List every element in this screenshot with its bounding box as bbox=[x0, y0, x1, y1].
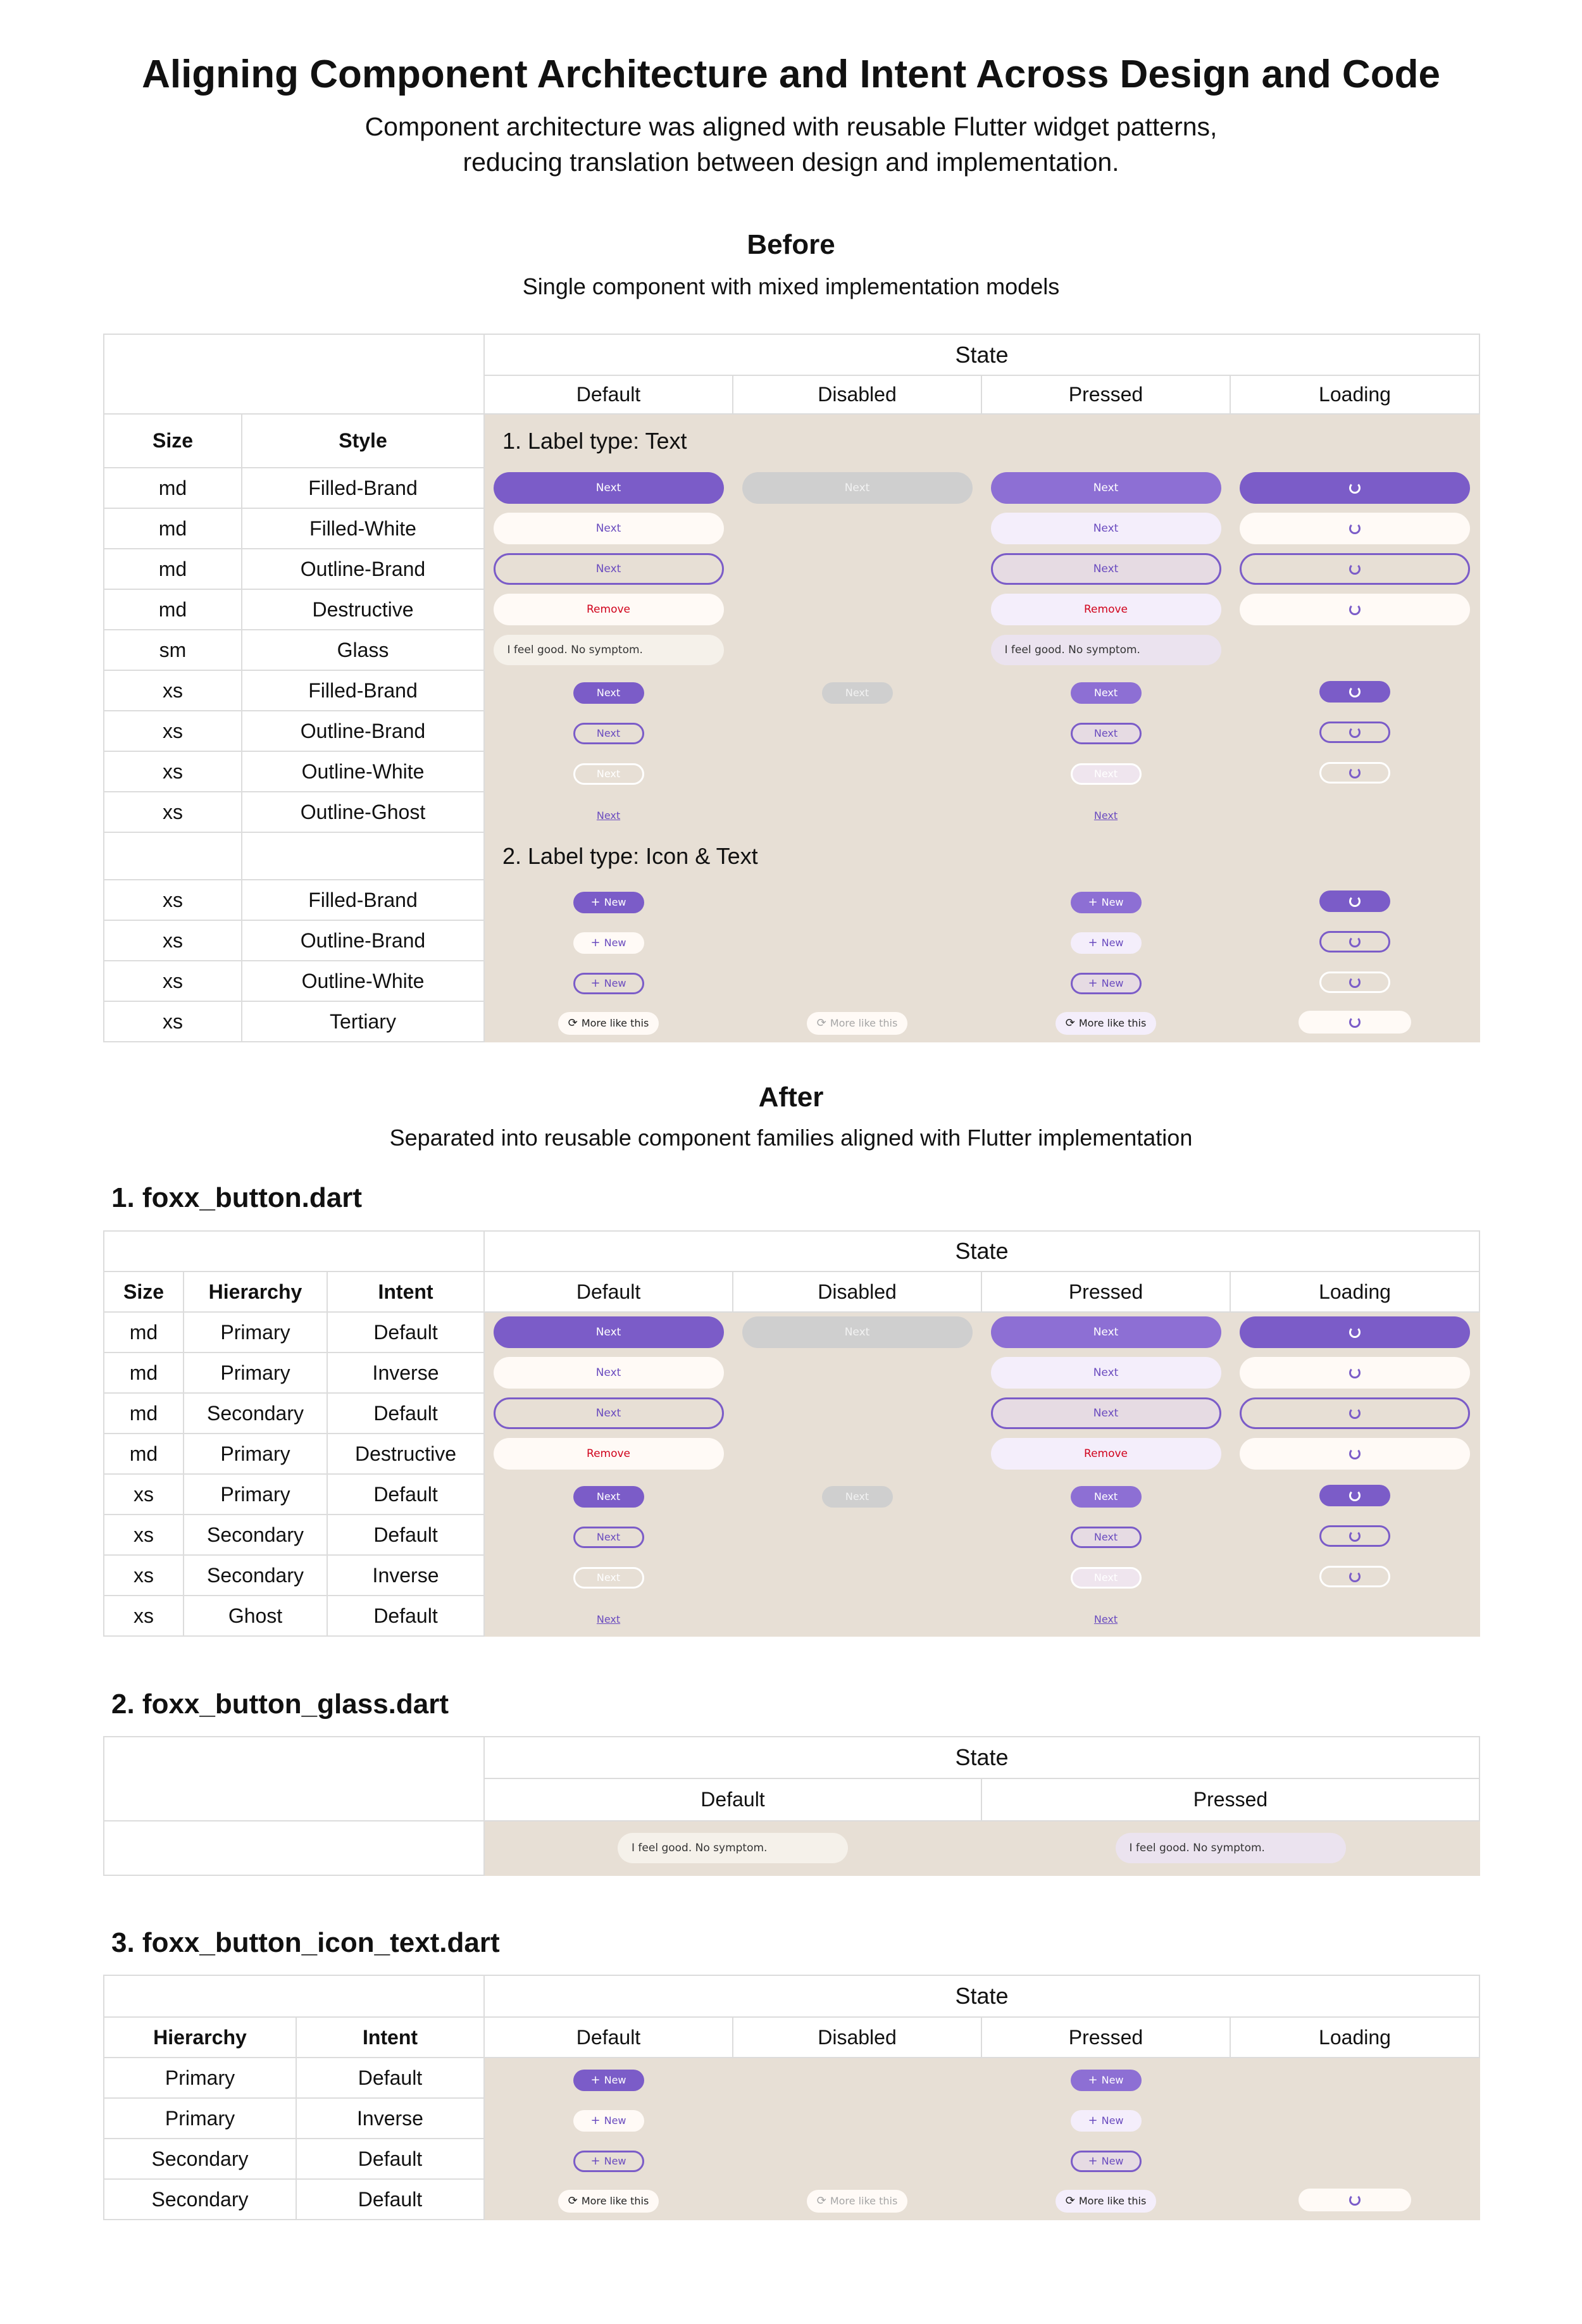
next-button[interactable]: Next bbox=[573, 682, 644, 704]
foxx-button-icon-text-title: 3. foxx_button_icon_text.dart bbox=[111, 1927, 500, 1958]
new-button[interactable] bbox=[573, 973, 644, 994]
plus-icon: + bbox=[590, 2113, 601, 2127]
new-button[interactable] bbox=[573, 2110, 644, 2132]
new-label: New bbox=[604, 2154, 626, 2167]
next-button[interactable]: Next bbox=[573, 723, 644, 744]
spinner-icon bbox=[1349, 896, 1361, 907]
row-hierarchy: Secondary bbox=[184, 1555, 327, 1596]
new-button-pressed[interactable] bbox=[1071, 932, 1142, 954]
loading-button[interactable] bbox=[1319, 890, 1390, 912]
state-default: Default bbox=[484, 375, 733, 414]
row-intent: Default bbox=[327, 1474, 484, 1515]
refresh-icon: ⟳ bbox=[1065, 2194, 1075, 2208]
next-button-pressed[interactable]: Next bbox=[1071, 1486, 1142, 1508]
row-intent: Inverse bbox=[327, 1555, 484, 1596]
subtitle-line-1: Component architecture was aligned with reusable Flutter widget patterns, bbox=[364, 112, 1218, 141]
loading-button[interactable] bbox=[1299, 1011, 1411, 1034]
next-button-pressed[interactable]: Next bbox=[991, 1357, 1221, 1389]
next-button[interactable]: Next bbox=[573, 1567, 644, 1589]
loading-button[interactable] bbox=[1240, 594, 1470, 625]
row-size: xs bbox=[104, 1555, 184, 1596]
row-intent: Inverse bbox=[296, 2098, 484, 2139]
empty-cell bbox=[104, 832, 242, 880]
row-size: md bbox=[104, 589, 242, 630]
state-header: State bbox=[484, 1737, 1479, 1778]
new-button[interactable] bbox=[573, 2151, 644, 2172]
loading-button[interactable] bbox=[1299, 2189, 1411, 2211]
next-button[interactable]: Next bbox=[494, 1316, 724, 1348]
loading-button[interactable] bbox=[1240, 513, 1470, 544]
spinner-icon bbox=[1349, 1408, 1361, 1419]
row-size: md bbox=[104, 1393, 184, 1434]
spinner-icon bbox=[1349, 482, 1361, 494]
spinner-icon bbox=[1349, 523, 1361, 534]
next-button-pressed[interactable]: Next bbox=[991, 472, 1221, 504]
next-button-pressed[interactable]: Next bbox=[1071, 1567, 1142, 1589]
row-size: md bbox=[104, 468, 242, 508]
row-size: xs bbox=[104, 880, 242, 920]
plus-icon: + bbox=[1088, 935, 1098, 949]
remove-button[interactable]: Remove bbox=[494, 594, 724, 625]
loading-button[interactable] bbox=[1319, 722, 1390, 743]
spinner-icon bbox=[1349, 2194, 1361, 2206]
state-loading: Loading bbox=[1230, 1271, 1479, 1312]
next-button-pressed[interactable]: Next bbox=[991, 1397, 1221, 1429]
row-style: Glass bbox=[242, 630, 484, 670]
new-button-pressed[interactable] bbox=[1071, 2070, 1142, 2091]
foxx-button-glass-title: 2. foxx_button_glass.dart bbox=[111, 1689, 449, 1720]
foxx-button-table bbox=[103, 1230, 1480, 1637]
row-style: Filled-Brand bbox=[242, 468, 484, 508]
row-intent: Default bbox=[327, 1312, 484, 1353]
next-button[interactable]: Next bbox=[494, 553, 724, 585]
row-hierarchy: Ghost bbox=[184, 1596, 327, 1636]
page-subtitle bbox=[0, 109, 1582, 180]
more-like-this-button[interactable] bbox=[558, 2190, 659, 2213]
remove-button[interactable]: Remove bbox=[494, 1438, 724, 1470]
subtitle-line-2: reducing translation between design and implementation. bbox=[463, 147, 1119, 177]
row-style: Filled-Brand bbox=[242, 880, 484, 920]
row-intent: Default bbox=[327, 1393, 484, 1434]
next-button-pressed[interactable]: Next bbox=[1071, 763, 1142, 785]
state-default: Default bbox=[484, 1778, 981, 1821]
loading-button[interactable] bbox=[1240, 1397, 1470, 1429]
more-label: More like this bbox=[830, 1017, 898, 1029]
loading-button[interactable] bbox=[1319, 971, 1390, 993]
row-hierarchy: Secondary bbox=[184, 1393, 327, 1434]
plus-icon: + bbox=[1088, 976, 1098, 990]
spinner-icon bbox=[1349, 767, 1361, 778]
next-button-disabled[interactable]: Next bbox=[742, 472, 973, 504]
foxx-button-glass-table bbox=[103, 1736, 1480, 1876]
row-intent: Default bbox=[296, 2179, 484, 2220]
col-hierarchy: Hierarchy bbox=[104, 2017, 296, 2058]
row-size: xs bbox=[104, 1474, 184, 1515]
corner-cell bbox=[104, 1737, 484, 1821]
row-size: xs bbox=[104, 792, 242, 832]
plus-icon: + bbox=[1088, 2113, 1098, 2127]
next-link-pressed[interactable]: Next bbox=[1093, 1613, 1118, 1625]
row-size: xs bbox=[104, 1596, 184, 1636]
row-size: md bbox=[104, 508, 242, 549]
spinner-icon bbox=[1349, 1367, 1361, 1378]
new-button[interactable] bbox=[573, 892, 644, 913]
row-size: sm bbox=[104, 630, 242, 670]
state-pressed: Pressed bbox=[981, 2017, 1230, 2058]
next-button-pressed[interactable]: Next bbox=[991, 1316, 1221, 1348]
next-button-pressed[interactable]: Next bbox=[1071, 723, 1142, 744]
next-link[interactable]: Next bbox=[596, 809, 621, 822]
row-size: md bbox=[104, 1434, 184, 1474]
spinner-icon bbox=[1349, 1490, 1361, 1501]
spinner-icon bbox=[1349, 1571, 1361, 1582]
row-style: Outline-White bbox=[242, 961, 484, 1001]
next-button[interactable]: Next bbox=[494, 1357, 724, 1389]
remove-button-pressed[interactable]: Remove bbox=[991, 594, 1221, 625]
next-button-disabled[interactable]: Next bbox=[742, 1316, 973, 1348]
row-size: md bbox=[104, 1353, 184, 1393]
spinner-icon bbox=[1349, 1530, 1361, 1542]
row-hierarchy: Primary bbox=[104, 2098, 296, 2139]
row-intent: Default bbox=[327, 1596, 484, 1636]
after-subheading: Separated into reusable component families aligned with Flutter implementation bbox=[389, 1125, 1193, 1151]
row-style: Outline-Ghost bbox=[242, 792, 484, 832]
state-disabled: Disabled bbox=[733, 1271, 981, 1312]
spinner-icon bbox=[1349, 1448, 1361, 1459]
row-intent: Default bbox=[296, 2139, 484, 2179]
loading-button[interactable] bbox=[1319, 762, 1390, 784]
loading-button[interactable] bbox=[1240, 1357, 1470, 1389]
spinner-icon bbox=[1349, 563, 1361, 575]
next-link-pressed[interactable]: Next bbox=[1093, 809, 1118, 822]
more-label: More like this bbox=[1078, 1017, 1147, 1029]
row-size: xs bbox=[104, 711, 242, 751]
refresh-icon: ⟳ bbox=[816, 1016, 826, 1030]
next-button[interactable]: Next bbox=[494, 472, 724, 504]
spinner-icon bbox=[1349, 604, 1361, 615]
state-header: State bbox=[484, 1231, 1479, 1271]
row-size: md bbox=[104, 1312, 184, 1353]
next-button[interactable]: Next bbox=[573, 763, 644, 785]
next-button-disabled[interactable]: Next bbox=[822, 682, 893, 704]
row-size: xs bbox=[104, 920, 242, 961]
more-like-this-button-disabled[interactable] bbox=[807, 1012, 908, 1035]
new-label: New bbox=[1101, 896, 1124, 908]
new-button-pressed[interactable] bbox=[1071, 2110, 1142, 2132]
row-intent: Default bbox=[296, 2058, 484, 2098]
glass-button-pressed[interactable]: I feel good. No symptom. bbox=[1116, 1833, 1346, 1863]
spinner-icon bbox=[1349, 686, 1361, 697]
new-button-pressed[interactable] bbox=[1071, 2151, 1142, 2172]
state-pressed: Pressed bbox=[981, 1271, 1230, 1312]
loading-button[interactable] bbox=[1319, 1485, 1390, 1506]
state-loading: Loading bbox=[1230, 2017, 1479, 2058]
corner-cell bbox=[104, 1975, 484, 2017]
col-intent: Intent bbox=[327, 1271, 484, 1312]
more-label: More like this bbox=[581, 2195, 649, 2207]
state-header: State bbox=[484, 1975, 1479, 2017]
more-like-this-button-disabled[interactable] bbox=[807, 2190, 908, 2213]
row-intent: Default bbox=[327, 1515, 484, 1555]
new-label: New bbox=[1101, 977, 1124, 989]
before-subheading: Single component with mixed implementation models bbox=[522, 273, 1060, 299]
glass-button[interactable]: I feel good. No symptom. bbox=[494, 635, 724, 665]
refresh-icon: ⟳ bbox=[816, 2194, 826, 2208]
row-hierarchy: Secondary bbox=[104, 2139, 296, 2179]
col-hierarchy: Hierarchy bbox=[184, 1271, 327, 1312]
row-style: Outline-Brand bbox=[242, 711, 484, 751]
row-size: xs bbox=[104, 670, 242, 711]
new-label: New bbox=[604, 977, 626, 989]
foxx-button-title: 1. foxx_button.dart bbox=[111, 1182, 363, 1213]
new-label: New bbox=[1101, 2073, 1124, 2086]
more-label: More like this bbox=[1078, 2195, 1147, 2207]
next-button[interactable]: Next bbox=[494, 513, 724, 544]
more-like-this-button-pressed[interactable] bbox=[1056, 1012, 1157, 1035]
loading-button[interactable] bbox=[1319, 1566, 1390, 1587]
new-label: New bbox=[1101, 2154, 1124, 2167]
new-label: New bbox=[604, 2073, 626, 2086]
new-label: New bbox=[604, 896, 626, 908]
row-style: Outline-Brand bbox=[242, 549, 484, 589]
spinner-icon bbox=[1349, 727, 1361, 738]
row-intent: Destructive bbox=[327, 1434, 484, 1474]
refresh-icon: ⟳ bbox=[1065, 1016, 1075, 1030]
loading-button[interactable] bbox=[1240, 1316, 1470, 1348]
group-label-icon-text: 2. Label type: Icon & Text bbox=[484, 832, 1479, 880]
spinner-icon bbox=[1349, 936, 1361, 947]
new-label: New bbox=[604, 2114, 626, 2127]
next-button-pressed[interactable]: Next bbox=[1071, 1527, 1142, 1548]
state-disabled: Disabled bbox=[733, 2017, 981, 2058]
new-label: New bbox=[1101, 936, 1124, 949]
row-style: Filled-Brand bbox=[242, 670, 484, 711]
row-size: xs bbox=[104, 1001, 242, 1042]
spinner-icon bbox=[1349, 977, 1361, 988]
col-intent: Intent bbox=[296, 2017, 484, 2058]
state-loading: Loading bbox=[1230, 375, 1479, 414]
next-button[interactable]: Next bbox=[494, 1397, 724, 1429]
more-label: More like this bbox=[581, 1017, 649, 1029]
state-default: Default bbox=[484, 2017, 733, 2058]
corner-cell bbox=[104, 334, 484, 414]
col-size: Size bbox=[104, 414, 242, 468]
col-size: Size bbox=[104, 1271, 184, 1312]
refresh-icon: ⟳ bbox=[568, 1016, 578, 1030]
refresh-icon: ⟳ bbox=[568, 2194, 578, 2208]
plus-icon: + bbox=[1088, 895, 1098, 909]
more-like-this-button-pressed[interactable] bbox=[1056, 2190, 1157, 2213]
plus-icon: + bbox=[1088, 2073, 1098, 2087]
row-style: Outline-Brand bbox=[242, 920, 484, 961]
plus-icon: + bbox=[1088, 2154, 1098, 2168]
loading-button[interactable] bbox=[1319, 1525, 1390, 1547]
next-button-pressed[interactable]: Next bbox=[991, 513, 1221, 544]
next-link[interactable]: Next bbox=[596, 1613, 621, 1625]
group-label-text: 1. Label type: Text bbox=[484, 414, 1479, 468]
new-label: New bbox=[1101, 2114, 1124, 2127]
before-table bbox=[103, 334, 1480, 1042]
col-style: Style bbox=[242, 414, 484, 468]
empty-cell bbox=[242, 832, 484, 880]
new-button-pressed[interactable] bbox=[1071, 892, 1142, 913]
row-style: Destructive bbox=[242, 589, 484, 630]
new-button[interactable] bbox=[573, 932, 644, 954]
plus-icon: + bbox=[590, 895, 601, 909]
row-size: md bbox=[104, 549, 242, 589]
next-button[interactable]: Next bbox=[573, 1527, 644, 1548]
row-hierarchy: Primary bbox=[184, 1353, 327, 1393]
glass-button-pressed[interactable]: I feel good. No symptom. bbox=[991, 635, 1221, 665]
row-size: xs bbox=[104, 1515, 184, 1555]
row-hierarchy: Primary bbox=[104, 2058, 296, 2098]
next-button-disabled[interactable]: Next bbox=[822, 1486, 893, 1508]
row-size: xs bbox=[104, 751, 242, 792]
state-disabled: Disabled bbox=[733, 375, 981, 414]
empty-cell bbox=[104, 1821, 484, 1875]
state-pressed: Pressed bbox=[981, 375, 1230, 414]
more-label: More like this bbox=[830, 2195, 898, 2207]
spinner-icon bbox=[1349, 1016, 1361, 1028]
row-hierarchy: Primary bbox=[184, 1434, 327, 1474]
next-button-pressed[interactable]: Next bbox=[991, 553, 1221, 585]
state-header: State bbox=[484, 334, 1479, 375]
row-hierarchy: Primary bbox=[184, 1474, 327, 1515]
row-hierarchy: Secondary bbox=[104, 2179, 296, 2220]
loading-button[interactable] bbox=[1240, 553, 1470, 585]
loading-button[interactable] bbox=[1240, 472, 1470, 504]
row-hierarchy: Primary bbox=[184, 1312, 327, 1353]
row-style: Outline-White bbox=[242, 751, 484, 792]
foxx-button-icon-text-table bbox=[103, 1975, 1480, 2220]
more-like-this-button[interactable] bbox=[558, 1012, 659, 1035]
after-heading: After bbox=[758, 1082, 824, 1113]
before-heading: Before bbox=[747, 229, 835, 260]
row-size: xs bbox=[104, 961, 242, 1001]
remove-button-pressed[interactable]: Remove bbox=[991, 1438, 1221, 1470]
spinner-icon bbox=[1349, 1327, 1361, 1338]
loading-button[interactable] bbox=[1240, 1438, 1470, 1470]
page-title: Aligning Component Architecture and Intent Across Design and Code bbox=[142, 53, 1440, 96]
loading-button[interactable] bbox=[1319, 931, 1390, 953]
loading-button[interactable] bbox=[1319, 681, 1390, 703]
row-hierarchy: Secondary bbox=[184, 1515, 327, 1555]
new-button-pressed[interactable] bbox=[1071, 973, 1142, 994]
corner-cell bbox=[104, 1231, 484, 1271]
plus-icon: + bbox=[590, 976, 601, 990]
row-intent: Inverse bbox=[327, 1353, 484, 1393]
new-label: New bbox=[604, 936, 626, 949]
new-button[interactable] bbox=[573, 2070, 644, 2091]
plus-icon: + bbox=[590, 935, 601, 949]
state-default: Default bbox=[484, 1271, 733, 1312]
glass-button[interactable]: I feel good. No symptom. bbox=[618, 1833, 848, 1863]
plus-icon: + bbox=[590, 2154, 601, 2168]
next-button-pressed[interactable]: Next bbox=[1071, 682, 1142, 704]
row-style: Tertiary bbox=[242, 1001, 484, 1042]
row-style: Filled-White bbox=[242, 508, 484, 549]
plus-icon: + bbox=[590, 2073, 601, 2087]
state-pressed: Pressed bbox=[981, 1778, 1479, 1821]
next-button[interactable]: Next bbox=[573, 1486, 644, 1508]
